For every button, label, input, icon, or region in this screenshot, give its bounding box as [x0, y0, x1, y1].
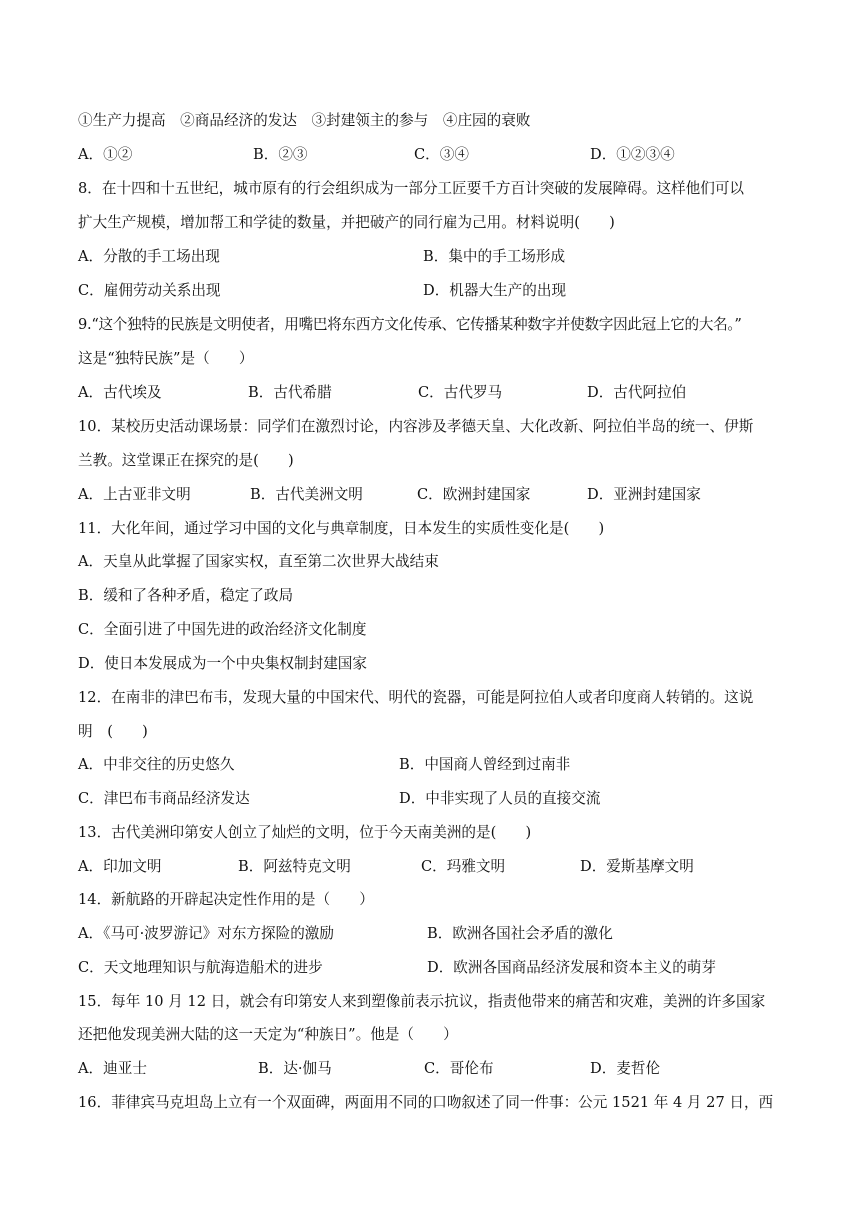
- q15-option-c: C．哥伦布: [424, 1060, 494, 1077]
- q10-option-a: A．上古亚非文明: [78, 486, 191, 503]
- q14-option-a: A．《马可·波罗游记》对东方探险的激励: [78, 925, 334, 942]
- q10-option-d: D．亚洲封建国家: [587, 486, 701, 503]
- q8-option-b: B．集中的手工场形成: [423, 248, 566, 265]
- q14-stem: 14．新航路的开辟起决定性作用的是（ ）: [78, 891, 374, 908]
- q9-option-d: D．古代阿拉伯: [587, 384, 687, 401]
- q12-stem-line1: 12．在南非的津巴布韦，发现大量的中国宋代、明代的瓷器，可能是阿拉伯人或者印度商人转销的。这说: [78, 689, 754, 706]
- q12-option-b: B．中国商人曾经到过南非: [399, 756, 571, 773]
- q13-stem: 13．古代美洲印第安人创立了灿烂的文明，位于今天南美洲的是( ): [78, 824, 532, 841]
- q10-option-c: C．欧洲封建国家: [417, 486, 531, 503]
- q8-option-c: C．雇佣劳动关系出现: [78, 282, 221, 299]
- q14-option-d: D．欧洲各国商品经济发展和资本主义的萌芽: [427, 959, 716, 976]
- q15-stem-line1: 15．每年 10 月 12 日，就会有印第安人来到塑像前表示抗议，指责他带来的痛苦和灾难，美洲的许多国家: [78, 993, 766, 1010]
- q9-option-a: A．古代埃及: [78, 384, 162, 401]
- q8-stem-line2: 扩大生产规模，增加帮工和学徒的数量，并把破产的同行雇为己用。材料说明( ): [78, 214, 615, 231]
- q11-stem: 11．大化年间，通过学习中国的文化与典章制度，日本发生的实质性变化是( ): [78, 520, 605, 537]
- q11-option-b: B．缓和了各种矛盾，稳定了政局: [78, 587, 294, 604]
- q7-option-a: A．①②: [78, 146, 133, 163]
- q14-option-c: C．天文地理知识与航海造船术的进步: [78, 959, 323, 976]
- q7-option-b: B．②③: [253, 146, 308, 163]
- q8-stem-line1: 8．在十四和十五世纪，城市原有的行会组织成为一部分工匠要千方百计突破的发展障碍。这样他们可以: [78, 180, 745, 197]
- q10-stem-line1: 10．某校历史活动课场景：同学们在激烈讨论，内容涉及孝德天皇、大化改新、阿拉伯半岛的统一、伊斯: [78, 418, 754, 435]
- q13-option-d: D．爱斯基摩文明: [580, 858, 694, 875]
- q9-option-b: B．古代希腊: [248, 384, 332, 401]
- q12-option-a: A．中非交往的历史悠久: [78, 756, 235, 773]
- q9-option-c: C．古代罗马: [418, 384, 503, 401]
- q9-stem-line2: 这是“独特民族”是（ ）: [78, 350, 254, 367]
- q9-stem-line1: 9.“这个独特的民族是文明使者，用嘴巴将东西方文化传承、它传播某种数字并使数字因此冠上它的大名。”: [78, 316, 742, 333]
- q12-option-d: D．中非实现了人员的直接交流: [399, 790, 601, 807]
- q16-stem-line1: 16．菲律宾马克坦岛上立有一个双面碑，两面用不同的口吻叙述了同一件事：公元 1521 年 4 月 27 日，西: [78, 1094, 774, 1111]
- q7-items: ①生产力提高 ②商品经济的发达 ③封建领主的参与 ④庄园的衰败: [78, 112, 531, 129]
- q12-stem-line2: 明 ( ): [78, 723, 148, 740]
- q7-option-d: D．①②③④: [590, 146, 675, 163]
- q7-option-c: C．③④: [414, 146, 469, 163]
- q15-option-a: A．迪亚士: [78, 1060, 147, 1077]
- q15-option-b: B．达·伽马: [258, 1060, 332, 1077]
- q12-option-c: C．津巴布韦商品经济发达: [78, 790, 250, 807]
- q13-option-a: A．印加文明: [78, 858, 162, 875]
- q13-option-c: C．玛雅文明: [421, 858, 506, 875]
- q11-option-c: C．全面引进了中国先进的政治经济文化制度: [78, 621, 367, 638]
- q15-stem-line2: 还把他发现美洲大陆的这一天定为“种族日”。他是（ ）: [78, 1026, 458, 1043]
- q11-option-a: A．天皇从此掌握了国家实权，直至第二次世界大战结束: [78, 553, 439, 570]
- q8-option-d: D．机器大生产的出现: [423, 282, 567, 299]
- q8-option-a: A．分散的手工场出现: [78, 248, 220, 265]
- q10-option-b: B．古代美洲文明: [250, 486, 363, 503]
- q14-option-b: B．欧洲各国社会矛盾的激化: [427, 925, 613, 942]
- q10-stem-line2: 兰教。这堂课正在探究的是( ): [78, 452, 294, 469]
- q13-option-b: B．阿兹特克文明: [238, 858, 351, 875]
- q15-option-d: D．麦哲伦: [590, 1060, 661, 1077]
- q11-option-d: D．使日本发展成为一个中央集权制封建国家: [78, 655, 367, 672]
